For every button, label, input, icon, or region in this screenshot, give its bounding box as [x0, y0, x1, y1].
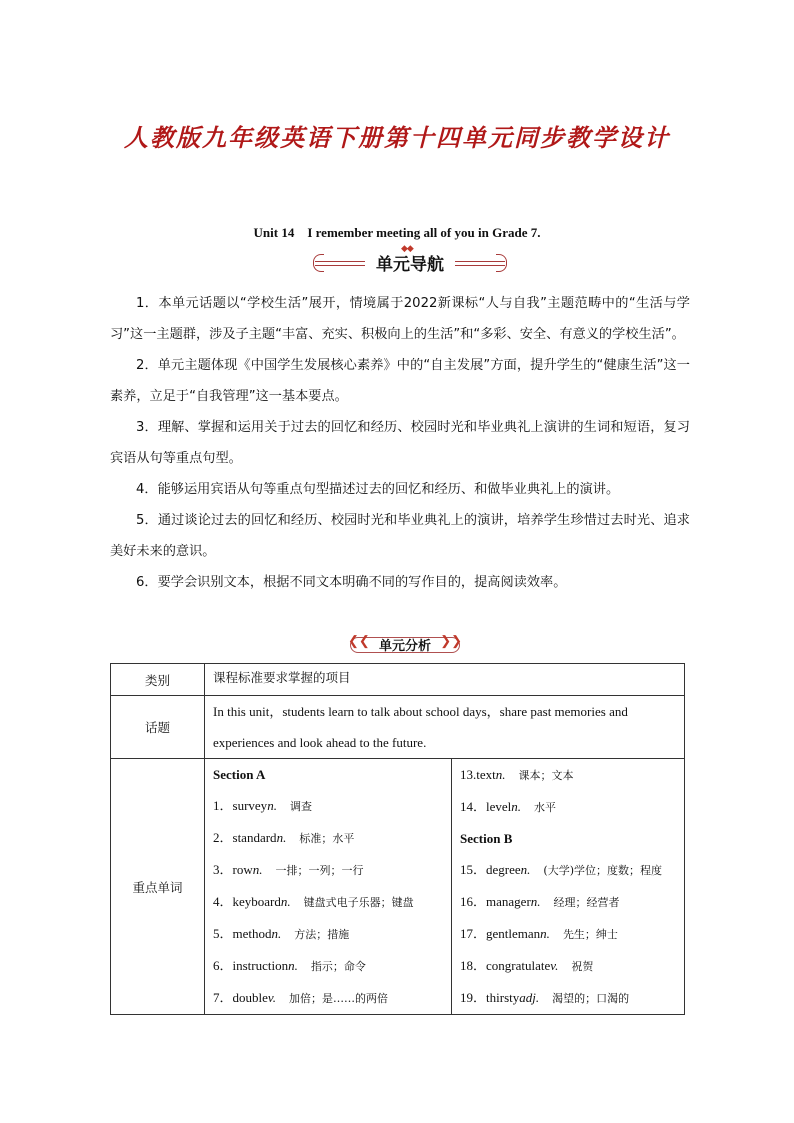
table-cell: 类别 — [111, 664, 205, 696]
unit-navigation-banner — [315, 244, 505, 276]
list-item: 6．instructionn. 指示；命令 — [213, 958, 366, 973]
goal-paragraph: 5．通过谈论过去的回忆和经历、校园时光和毕业典礼上的演讲，培养学生珍惜过去时光、追求美好未来的意识。 — [110, 513, 690, 559]
list-item: 13.textn. 课本；文本 — [460, 767, 574, 782]
unit-title: Unit 14 I remember meeting all of you in Grade 7. — [253, 225, 541, 240]
list-item: 19．thirstyadj. 渴望的；口渴的 — [460, 990, 630, 1005]
goal-paragraph: 2．单元主题体现《中国学生发展核心素养》中的“自主发展”方面，提升学生的“健康生活”这一素养，立足于“自我管理”这一基本要点。 — [110, 358, 690, 404]
diamond-ornament-icon: ◆◆ — [401, 244, 413, 254]
list-item: 5．methodn. 方法；措施 — [213, 926, 350, 941]
list-item: 1．surveyn. 调查 — [213, 798, 312, 813]
table-cell: 课程标准要求掌握的项目 — [205, 664, 685, 696]
section-heading: Section A — [213, 767, 266, 782]
table-row — [111, 664, 685, 696]
section-heading: Section B — [460, 831, 513, 846]
word-list-right — [452, 759, 685, 1015]
goal-paragraph: 4．能够运用宾语从句等重点句型描述过去的回忆和经历、和做毕业典礼上的演讲。 — [136, 482, 620, 497]
list-item: 16．managern. 经理；经营者 — [460, 894, 620, 909]
list-item: 14．leveln. 水平 — [460, 799, 557, 814]
banner-cap-right — [496, 254, 507, 272]
unit-goals — [110, 288, 690, 598]
table-cell: In this unit，students learn to talk about school days，share past memories and experiences and look ahead to the future. — [205, 696, 685, 759]
table-row — [111, 696, 685, 759]
list-item: 2．standardn. 标准；水平 — [213, 830, 355, 845]
banner-label: 单元导航 — [376, 255, 444, 275]
goal-paragraph: 6．要学会识别文本，根据不同文本明确不同的写作目的，提高阅读效率。 — [136, 575, 567, 590]
goal-paragraph: 1．本单元话题以“学校生活”展开，情境属于2022新课标“人与自我”主题范畴中的“生活与学习”这一主题群，涉及子主题“丰富、充实、积极向上的生活”和“多彩、安全、有意义的学校生活”。 — [110, 296, 690, 342]
list-item: 4．keyboardn. 键盘式电子乐器；键盘 — [213, 894, 414, 909]
document-title: 人教版九年级英语下册第十四单元同步教学设计 — [124, 123, 670, 152]
banner-label: 单元分析 — [378, 639, 431, 654]
list-item: 17．gentlemann. 先生；绅士 — [460, 926, 618, 941]
analysis-table — [110, 663, 685, 1015]
list-item: 18．congratulatev. 祝贺 — [460, 958, 594, 973]
unit-analysis-banner — [340, 634, 470, 656]
double-chevron-right-icon: ❯❯ — [440, 634, 462, 649]
table-row — [111, 759, 685, 1015]
table-cell: 话题 — [111, 696, 205, 759]
list-item: 3．rown. 一排；一列；一行 — [213, 862, 364, 877]
list-item: 15．degreen. (大学)学位；度数；程度 — [460, 862, 663, 877]
table-cell: 重点单词 — [111, 759, 205, 1015]
double-chevron-left-icon: ❮❮ — [348, 634, 370, 649]
goal-paragraph: 3．理解、掌握和运用关于过去的回忆和经历、校园时光和毕业典礼上演讲的生词和短语，复习宾语从句等重点句型。 — [110, 420, 690, 466]
banner-line-left — [315, 261, 365, 266]
word-list-left — [205, 759, 452, 1015]
list-item: 7．doublev. 加倍；是……的两倍 — [213, 990, 388, 1005]
